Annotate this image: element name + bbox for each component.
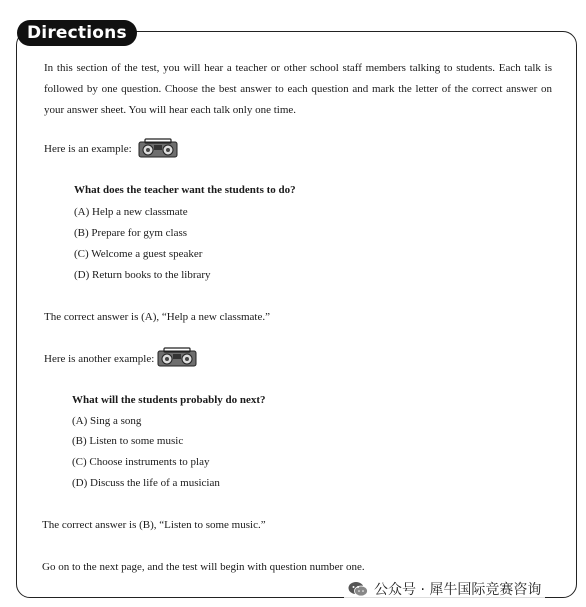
closing-instruction: Go on to the next page, and the test will begin with question number one.	[42, 561, 365, 573]
example1-question: What does the teacher want the students to do?	[74, 184, 296, 196]
example2-lead: Here is another example:	[44, 353, 155, 365]
example1-option-d: (D) Return books to the library	[74, 269, 211, 281]
intro-paragraph: In this section of the test, you will hear a teacher or other school staff members talking to students. Each talk is followed by one question. Choose the best answer to each question and mark the letter of the correct answer on your answer sheet. You will hear each talk only one time.	[44, 62, 552, 116]
example1-lead: Here is an example:	[44, 143, 132, 155]
example2-option-a: (A) Sing a song	[72, 415, 142, 427]
directions-badge: Directions	[17, 20, 137, 46]
boombox-icon	[136, 137, 180, 159]
watermark-text: 公众号 · 犀牛国际竞赛咨询	[374, 582, 542, 598]
example1-option-b: (B) Prepare for gym class	[74, 227, 188, 239]
example1-option-c: (C) Welcome a guest speaker	[74, 248, 203, 260]
boombox-icon	[155, 346, 199, 368]
watermark	[344, 578, 545, 600]
example2-option-c: (C) Choose instruments to play	[72, 456, 210, 468]
example2-question: What will the students probably do next?	[72, 394, 266, 406]
example1-answer: The correct answer is (A), “Help a new classmate.”	[44, 311, 271, 323]
wechat-icon	[348, 581, 368, 597]
example2-answer: The correct answer is (B), “Listen to some music.”	[42, 519, 266, 531]
example1-option-a: (A) Help a new classmate	[74, 206, 188, 218]
example2-option-b: (B) Listen to some music	[72, 435, 184, 447]
example2-option-d: (D) Discuss the life of a musician	[72, 477, 220, 489]
